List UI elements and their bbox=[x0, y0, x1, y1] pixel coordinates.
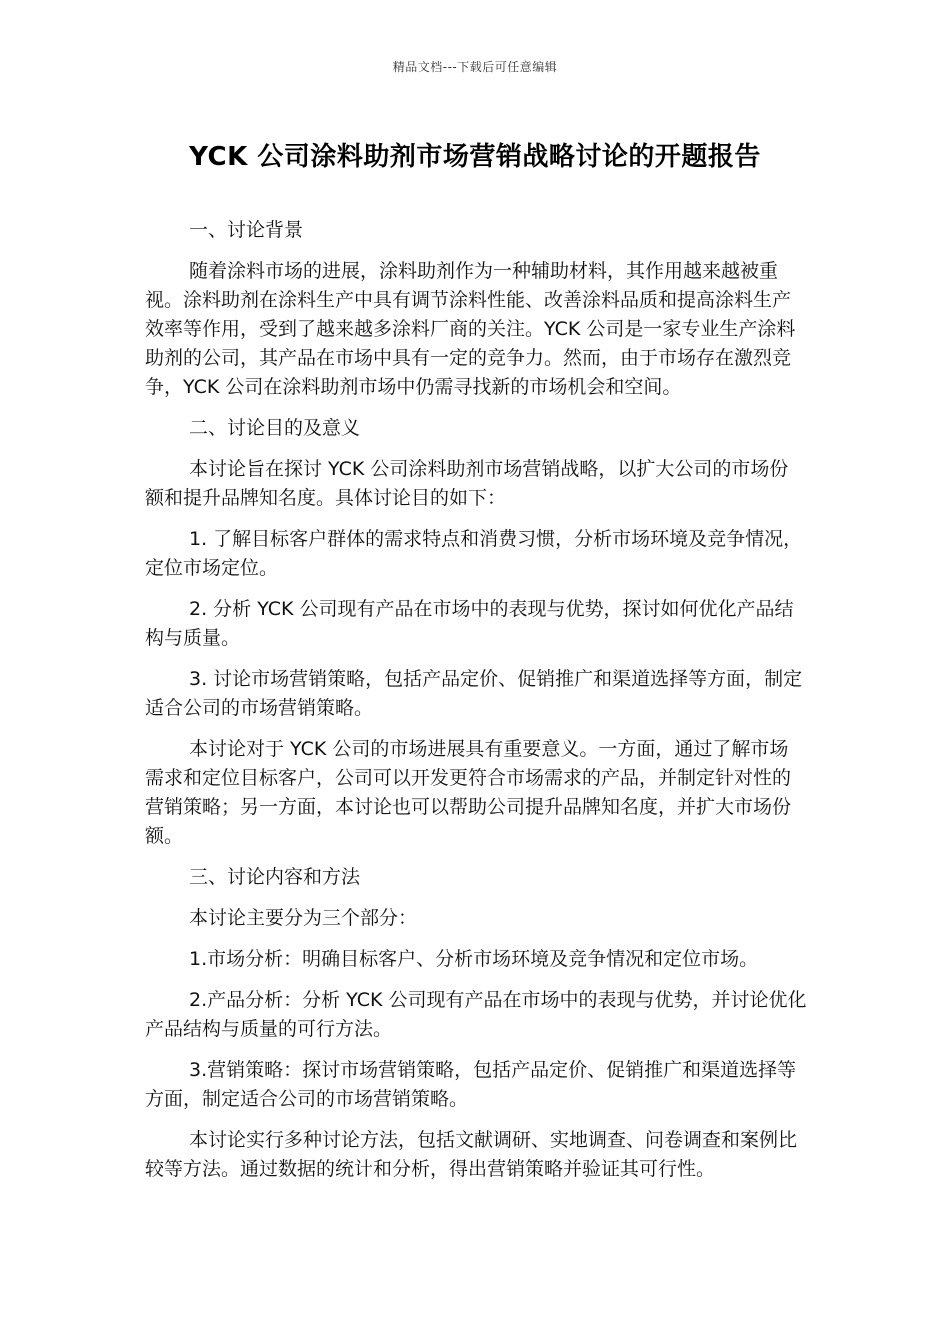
purpose-item-2: 2. 分析 YCK 公司现有产品在市场中的表现与优势，探讨如何优化产品结构与质量。 bbox=[145, 598, 794, 649]
background-paragraph: 随着涂料市场的进展，涂料助剂作为一种辅助材料，其作用越来越被重视。涂料助剂在涂料生产中具有调节涂料性能、改善涂料品质和提高涂料生产效率等作用，受到了越来越多涂料厂商的关注。YCK 公司是一家专业生产涂料助剂的公司，其产品在市场中具有一定的竞争力。然而，由于市场存在激烈竞争，YCK 公司在涂料助剂市场中仍需寻找新的市场机会和空间。 bbox=[145, 260, 796, 398]
purpose-item-3: 3. 讨论市场营销策略，包括产品定价、促销推广和渠道选择等方面，制定适合公司的市场营销策略。 bbox=[145, 668, 803, 719]
content-item-3: 3.营销策略：探讨市场营销策略，包括产品定价、促销推广和渠道选择等方面，制定适合公司的市场营销策略。 bbox=[145, 1059, 797, 1110]
methods-paragraph: 本讨论实行多种讨论方法，包括文献调研、实地调查、问卷调查和案例比较等方法。通过数据的统计和分析，得出营销策略并验证其可行性。 bbox=[145, 1129, 798, 1180]
section-heading-content-methods: 三、讨论内容和方法 bbox=[189, 866, 361, 888]
purpose-item-1: 1. 了解目标客户群体的需求特点和消费习惯，分析市场环境及竞争情况，定位市场定位。 bbox=[145, 528, 803, 579]
content-item-1: 1.市场分析：明确目标客户、分析市场环境及竞争情况和定位市场。 bbox=[189, 948, 759, 970]
document-body bbox=[145, 216, 807, 1196]
purpose-intro-paragraph: 本讨论旨在探讨 YCK 公司涂料助剂市场营销战略，以扩大公司的市场份额和提升品牌知名度。具体讨论目的如下： bbox=[145, 458, 789, 509]
section-heading-background: 一、讨论背景 bbox=[189, 219, 304, 241]
content-item-2: 2.产品分析：分析 YCK 公司现有产品在市场中的表现与优势，并讨论优化产品结构与质量的可行方法。 bbox=[145, 989, 807, 1040]
page-header: 精品文档---下载后可任意编辑 bbox=[392, 60, 558, 74]
section-heading-purpose: 二、讨论目的及意义 bbox=[189, 417, 361, 439]
content-intro-paragraph: 本讨论主要分为三个部分： bbox=[189, 907, 418, 929]
document-title: YCK 公司涂料助剂市场营销战略讨论的开题报告 bbox=[189, 142, 761, 172]
significance-paragraph: 本讨论对于 YCK 公司的市场进展具有重要意义。一方面，通过了解市场需求和定位目标客户，公司可以开发更符合市场需求的产品，并制定针对性的营销策略；另一方面，本讨论也可以帮助公司提升品牌知名度，并扩大市场份额。 bbox=[145, 738, 792, 847]
